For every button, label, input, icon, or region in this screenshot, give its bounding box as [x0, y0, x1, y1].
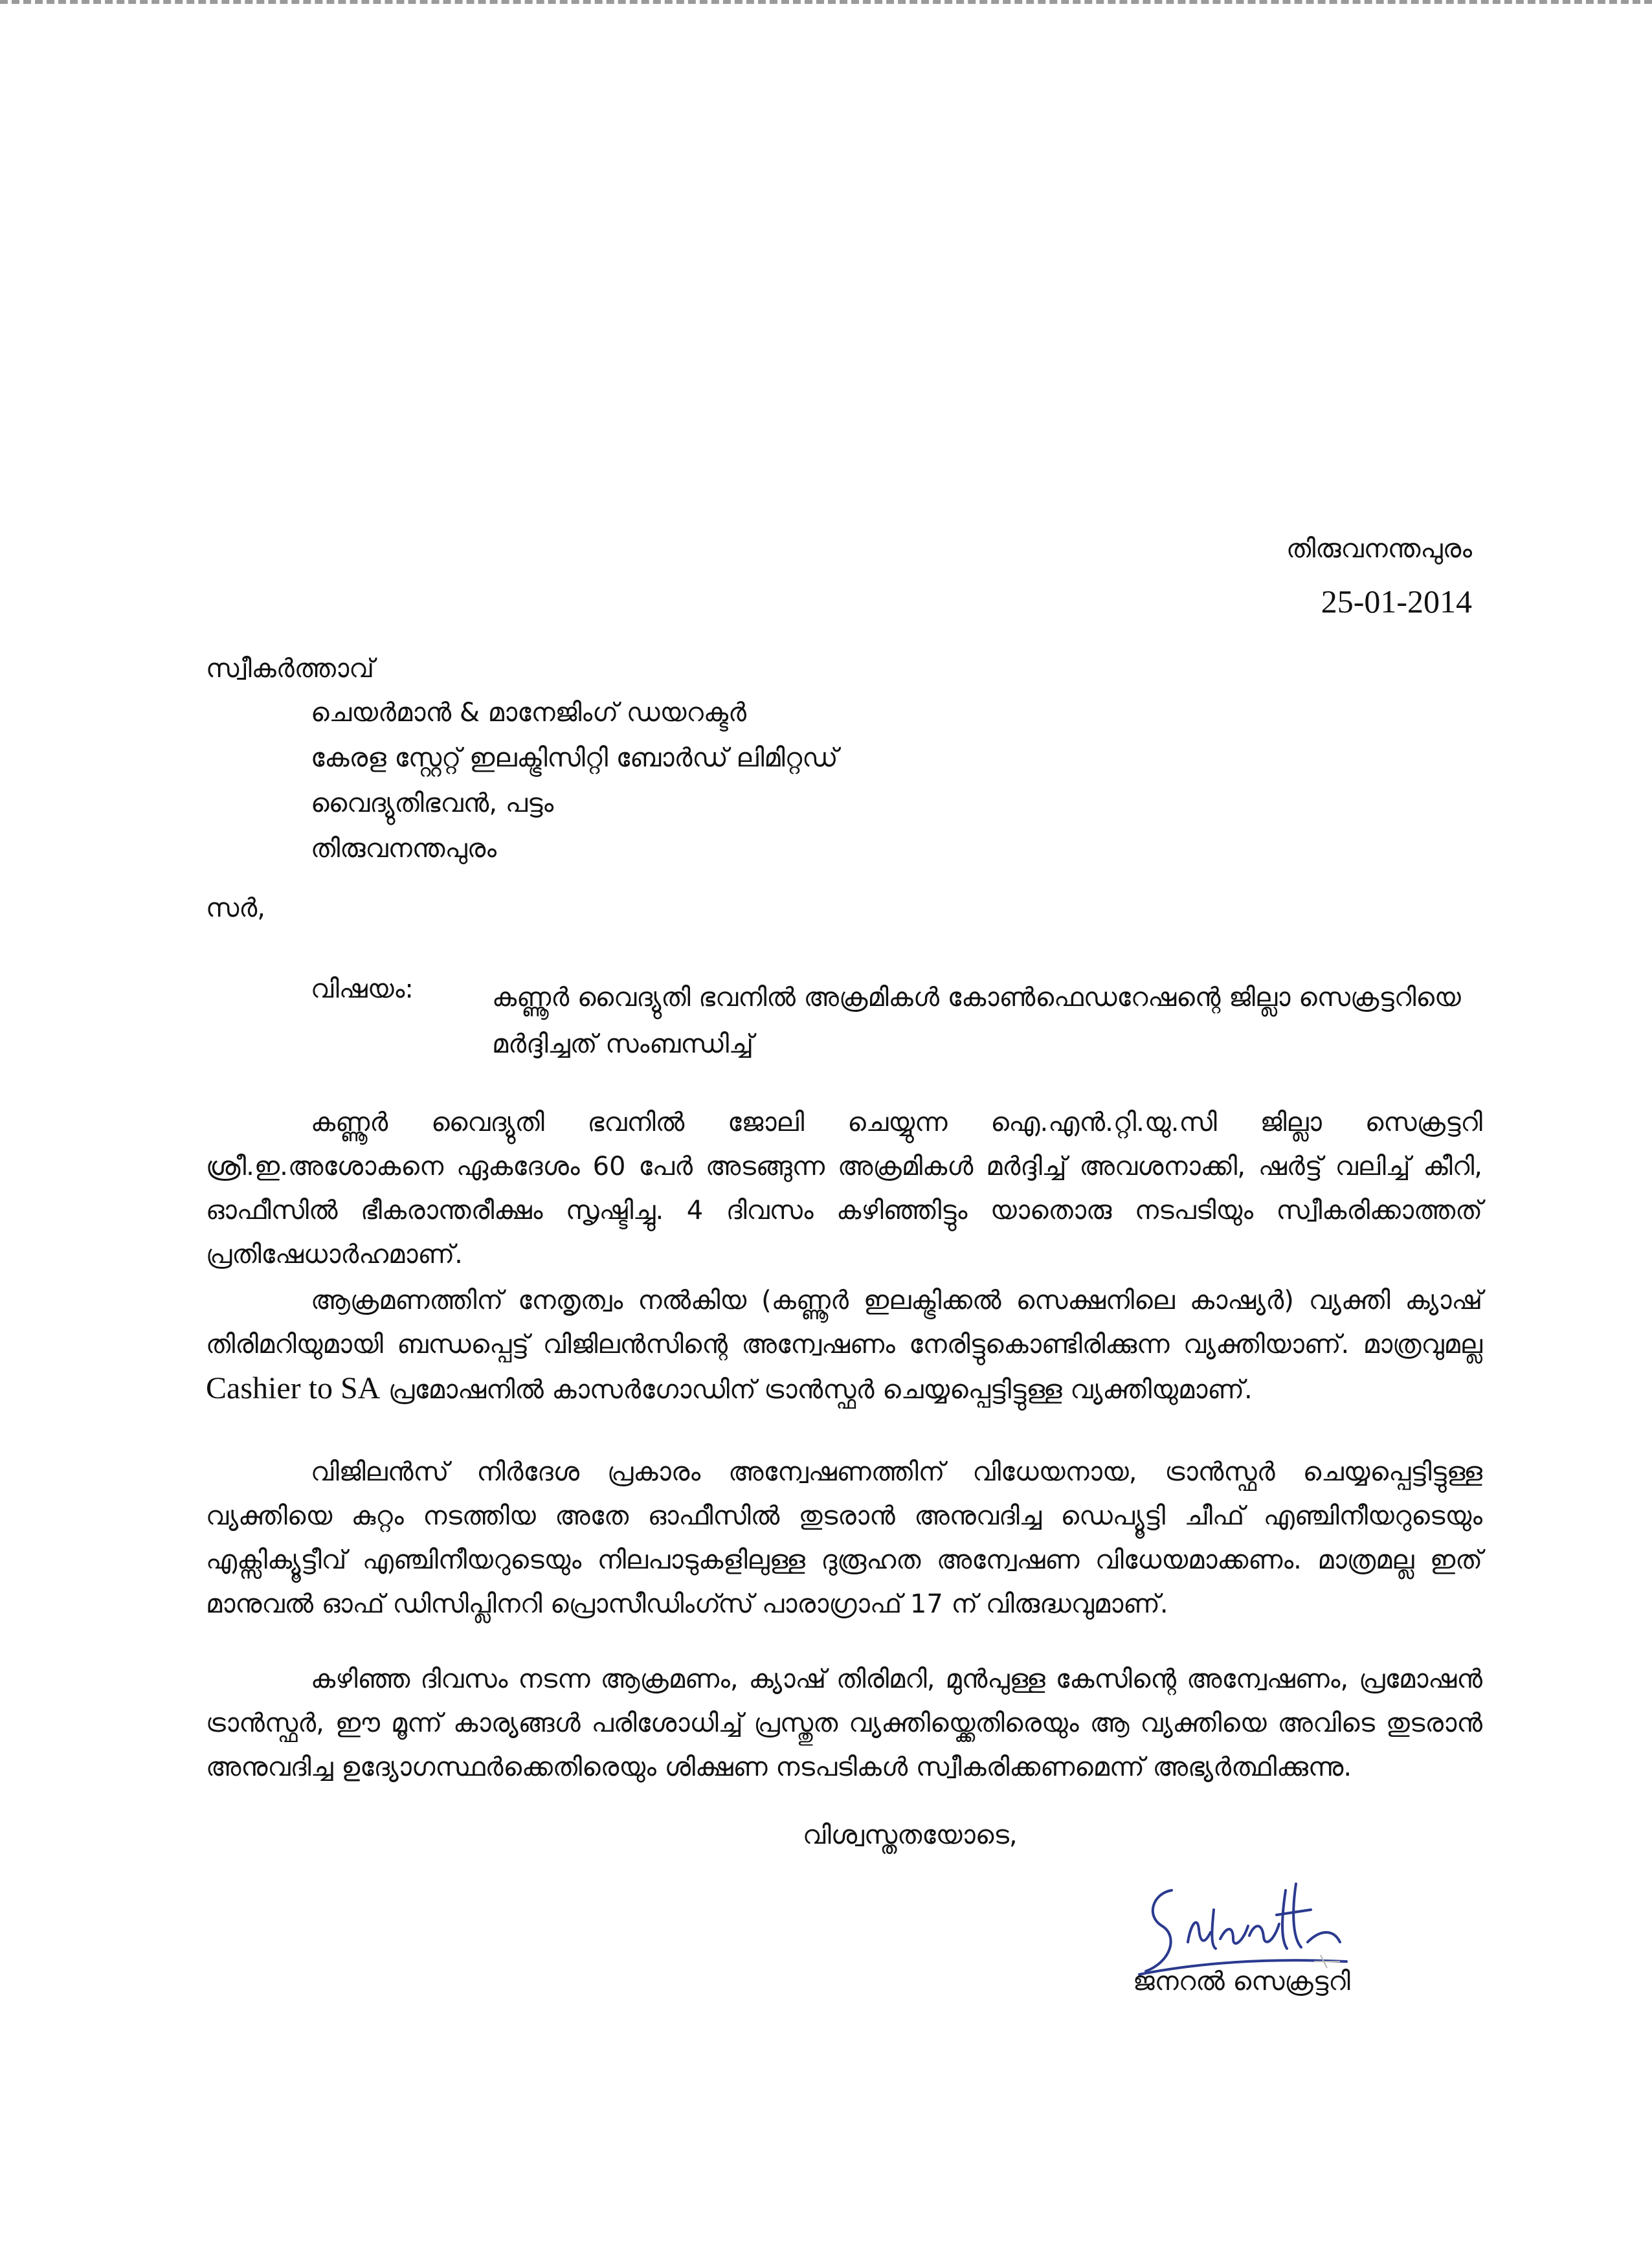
recipient-line-1: ചെയർമാൻ & മാനേജിംഗ് ഡയറക്ടർ — [311, 698, 747, 728]
recipient-label: സ്വീകർത്താവ് — [206, 654, 374, 684]
body-paragraph-4: കഴിഞ്ഞ ദിവസം നടന്ന ആക്രമണം, ക്യാഷ് തിരിമറി, മുൻപുള്ള കേസിന്റെ അന്വേഷണം, പ്രമോഷൻ ട്രാൻസ്ഫർ, ഈ മൂന്ന് കാര്യങ്ങൾ പരിശോധിച്ച് പ്രസ്തുത വ്യക്തിയ്ക്കെതിരെയും ആ വ്യക്തിയെ അവിടെ തുടരാൻ അനുവദിച്ച ഉദ്യോഗസ്ഥർക്കെതിരെയും ശിക്ഷണ നടപടികൾ സ്വീകരിക്കണമെന്ന് അഭ്യർത്ഥിക്കുന്നു. — [206, 1664, 1482, 1782]
closing: വിശ്വസ്തതയോടെ, — [803, 1820, 1018, 1850]
signatory-designation: ജനറൽ സെക്രട്ടറി — [1133, 1967, 1350, 1996]
cashier-to-sa-term: Cashier to SA — [206, 1371, 381, 1405]
recipient-line-4: തിരുവനന്തപുരം — [311, 834, 497, 864]
scan-edge — [0, 0, 1652, 6]
place-line: തിരുവനന്തപുരം — [1286, 534, 1472, 564]
subject-label: വിഷയം: — [311, 974, 414, 1004]
subject-text: കണ്ണൂർ വൈദ്യുതി ഭവനിൽ അക്രമികൾ കോൺഫെഡറേഷന്റെ ജില്ലാ സെക്രട്ടറിയെ മർദ്ദിച്ചത് സംബന്ധിച്ച് — [492, 983, 1461, 1059]
recipient-line-2: കേരള സ്റ്റേറ്റ് ഇലക്ട്രിസിറ്റി ബോർഡ് ലിമിറ്റഡ് — [311, 743, 838, 773]
letter-date: 25-01-2014 — [1321, 583, 1472, 620]
salutation: സർ, — [206, 893, 265, 923]
body-paragraph-2-text-b: പ്രമോഷനിൽ കാസർഗോഡിന് ട്രാൻസ്ഫർ ചെയ്യപ്പെട്ടിട്ടുള്ള വ്യക്തിയുമാണ്. — [388, 1375, 1253, 1405]
body-paragraph-2-text-a: ആക്രമണത്തിന് നേതൃത്വം നൽകിയ (കണ്ണൂർ ഇലക്ട്രിക്കൽ സെക്ഷനിലെ കാഷ്യർ) വ്യക്തി ക്യാഷ് തിരിമറിയുമായി ബന്ധപ്പെട്ട് വിജിലൻസിന്റെ അന്വേഷണം നേരിട്ടുകൊണ്ടിരിക്കുന്ന വ്യക്തിയാണ്. മാത്രവുമല്ല — [206, 1286, 1482, 1359]
recipient-line-3: വൈദ്യുതിഭവൻ, പട്ടം — [311, 788, 554, 818]
body-paragraph-2 — [206, 1279, 1482, 1412]
body-paragraph-3: വിജിലൻസ് നിർദേശ പ്രകാരം അന്വേഷണത്തിന് വിധേയനായ, ട്രാൻസ്ഫർ ചെയ്യപ്പെട്ടിട്ടുള്ള വ്യക്തിയെ കുറ്റം നടത്തിയ അതേ ഓഫീസിൽ തുടരാൻ അനുവദിച്ച ഡെപ്യൂട്ടി ചീഫ് എഞ്ചിനീയറുടെയും എക്സിക്യൂട്ടീവ് എഞ്ചിനീയറുടെയും നിലപാടുകളിലുള്ള ദുരൂഹത അന്വേഷണ വിധേയമാക്കണം. മാത്രമല്ല ഇത് മാനുവൽ ഓഫ് ഡിസിപ്ലിനറി പ്രൊസീഡിംഗ്സ് പാരാഗ്രാഫ് 17 ന് വിരുദ്ധവുമാണ്. — [206, 1457, 1482, 1619]
body-paragraph-1: കണ്ണൂർ വൈദ്യുതി ഭവനിൽ ജോലി ചെയ്യുന്ന ഐ.എൻ.റ്റി.യു.സി ജില്ലാ സെക്രട്ടറി ശ്രീ.ഇ.അശോകനെ ഏകദേശം 60 പേർ അടങ്ങുന്ന അക്രമികൾ മർദ്ദിച്ച് അവശനാക്കി, ഷർട്ട് വലിച്ച് കീറി, ഓഫീസിൽ ഭീകരാന്തരീക്ഷം സൃഷ്ടിച്ചു. 4 ദിവസം കഴിഞ്ഞിട്ടും യാതൊരു നടപടിയും സ്വീകരിക്കാത്തത് പ്രതിഷേധാർഹമാണ്. — [206, 1108, 1482, 1269]
